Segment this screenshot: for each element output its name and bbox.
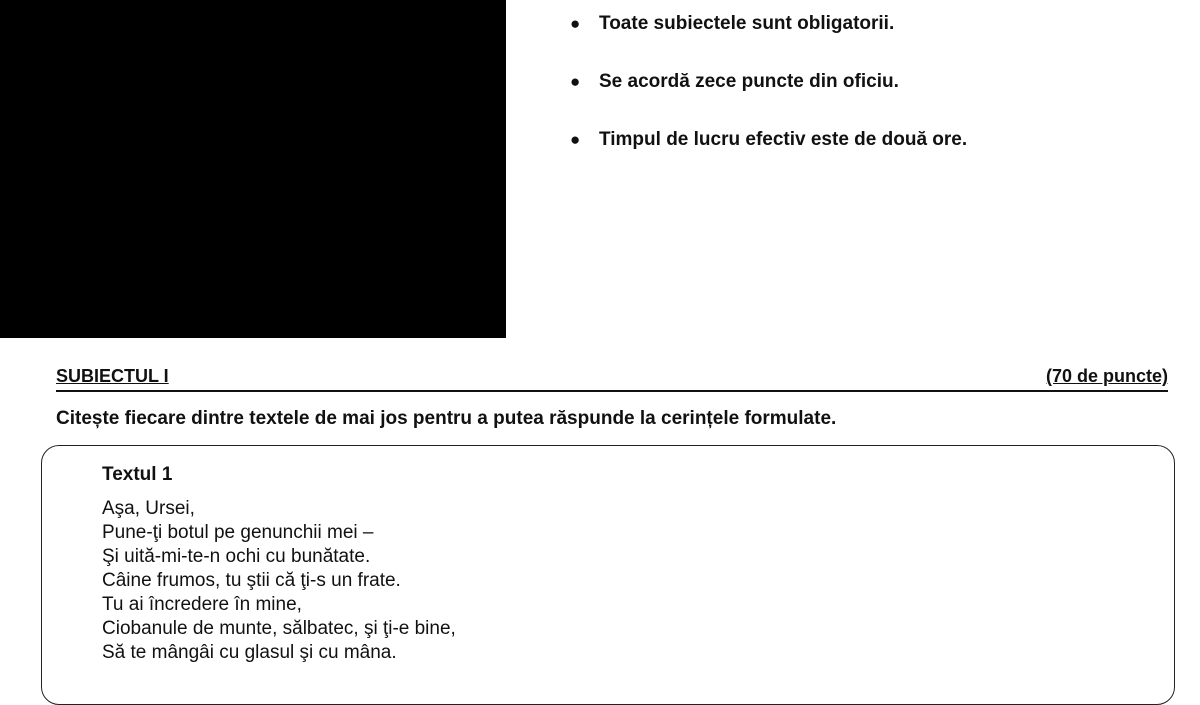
bullet-icon: ● [570, 130, 581, 149]
instruction-text: Se acordă zece puncte din oficiu. [599, 71, 899, 92]
exam-instructions-list [566, 0, 1176, 174]
poem-line: Câine frumos, tu ştii că ţi-s un frate. [102, 570, 401, 591]
instruction-text: Toate subiectele sunt obligatorii. [599, 13, 895, 34]
bullet-icon: ● [570, 14, 581, 33]
poem-line: Şi uită-mi-te-n ochi cu bunătate. [102, 546, 371, 567]
instruction-item [566, 116, 1176, 174]
poem-line: Să te mângâi cu glasul şi cu mâna. [102, 642, 397, 663]
poem-lines [102, 497, 456, 665]
section-points: (70 de puncte) [1045, 366, 1168, 386]
poem-line: Ciobanule de munte, sălbatec, şi ţi-e bine, [102, 618, 456, 639]
text-box [41, 445, 1175, 705]
reading-instruction: Citește fiecare dintre textele de mai jos pentru a putea răspunde la cerințele formulate. [56, 408, 837, 429]
redacted-black-block [0, 0, 506, 338]
section-title: SUBIECTUL I [56, 366, 169, 386]
section-header [56, 366, 1168, 392]
poem-line: Pune-ţi botul pe genunchii mei – [102, 522, 374, 543]
poem-line: Aşa, Ursei, [102, 498, 195, 519]
instruction-text: Timpul de lucru efectiv este de două ore. [599, 129, 968, 150]
poem-line: Tu ai încredere în mine, [102, 594, 302, 615]
instruction-item [566, 58, 1176, 116]
bullet-icon: ● [570, 72, 581, 91]
instruction-item [566, 0, 1176, 58]
text-title: Textul 1 [102, 464, 173, 485]
